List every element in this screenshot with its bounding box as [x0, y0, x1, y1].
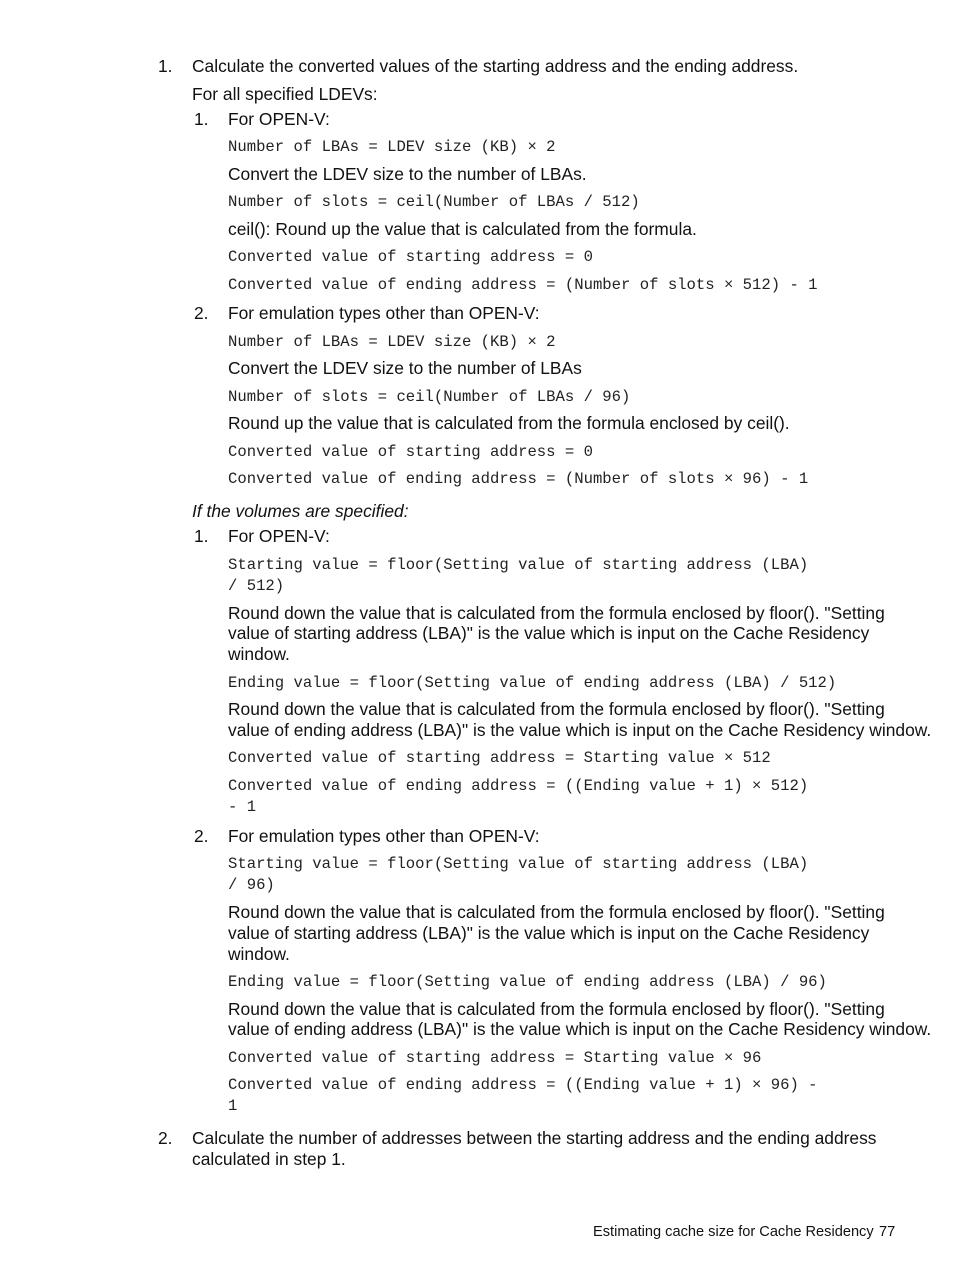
substep-number: 2. — [194, 303, 209, 323]
formula: Converted value of starting address = Starting value × 512 — [228, 749, 771, 767]
formula-description: Round down the value that is calculated from the formula enclosed by floor(). "Setting — [228, 603, 885, 623]
formula-description: ceil(): Round up the value that is calculated from the formula. — [228, 219, 697, 239]
formula-description: window. — [228, 944, 290, 964]
formula-description: Round up the value that is calculated from the formula enclosed by ceil(). — [228, 413, 790, 433]
formula: Converted value of starting address = Starting value × 96 — [228, 1049, 762, 1067]
step-text: Calculate the number of addresses between the starting address and the ending address — [192, 1128, 877, 1148]
formula: Converted value of ending address = ((Ending value + 1) × 512) — [228, 777, 809, 795]
formula: Number of slots = ceil(Number of LBAs / 96) — [228, 388, 631, 406]
substep-number: 2. — [194, 826, 209, 846]
formula: - 1 — [228, 798, 257, 816]
formula: Converted value of ending address = ((Ending value + 1) × 96) - — [228, 1076, 818, 1094]
formula: Number of LBAs = LDEV size (KB) × 2 — [228, 333, 556, 351]
formula-description: value of ending address (LBA)" is the value which is input on the Cache Residency window. — [228, 1019, 932, 1039]
formula: Starting value = floor(Setting value of starting address (LBA) — [228, 855, 809, 873]
step-number: 2. — [158, 1128, 173, 1148]
formula: / 96) — [228, 876, 275, 894]
formula: Converted value of ending address = (Number of slots × 96) - 1 — [228, 470, 809, 488]
formula: Number of LBAs = LDEV size (KB) × 2 — [228, 138, 556, 156]
formula-description: Round down the value that is calculated from the formula enclosed by floor(). "Setting — [228, 999, 885, 1019]
formula-description: Convert the LDEV size to the number of LBAs — [228, 358, 582, 378]
step-text: calculated in step 1. — [192, 1149, 346, 1169]
formula: Ending value = floor(Setting value of ending address (LBA) / 96) — [228, 973, 827, 991]
formula: Converted value of starting address = 0 — [228, 443, 593, 461]
formula: Starting value = floor(Setting value of starting address (LBA) — [228, 556, 809, 574]
substep-label: For OPEN-V: — [228, 526, 330, 546]
ldevs-heading: For all specified LDEVs: — [192, 84, 378, 104]
volumes-heading: If the volumes are specified: — [192, 501, 409, 521]
substep-label: For emulation types other than OPEN-V: — [228, 303, 540, 323]
substep-label: For OPEN-V: — [228, 109, 330, 129]
substep-number: 1. — [194, 109, 209, 129]
footer-title: Estimating cache size for Cache Residency — [593, 1224, 874, 1240]
step-number: 1. — [158, 56, 173, 76]
formula-description: Convert the LDEV size to the number of LBAs. — [228, 164, 587, 184]
formula-description: value of starting address (LBA)" is the value which is input on the Cache Residency — [228, 623, 870, 643]
formula: / 512) — [228, 577, 285, 595]
formula: Number of slots = ceil(Number of LBAs / 512) — [228, 193, 640, 211]
page-number: 77 — [879, 1224, 896, 1240]
substep-label: For emulation types other than OPEN-V: — [228, 826, 540, 846]
formula-description: value of starting address (LBA)" is the value which is input on the Cache Residency — [228, 923, 870, 943]
step-text: Calculate the converted values of the starting address and the ending address. — [192, 56, 799, 76]
formula-description: Round down the value that is calculated from the formula enclosed by floor(). "Setting — [228, 902, 885, 922]
formula: Converted value of ending address = (Number of slots × 512) - 1 — [228, 276, 818, 294]
formula: Converted value of starting address = 0 — [228, 248, 593, 266]
formula: Ending value = floor(Setting value of ending address (LBA) / 512) — [228, 674, 837, 692]
formula: 1 — [228, 1097, 238, 1115]
formula-description: Round down the value that is calculated from the formula enclosed by floor(). "Setting — [228, 699, 885, 719]
formula-description: value of ending address (LBA)" is the value which is input on the Cache Residency window. — [228, 720, 932, 740]
substep-number: 1. — [194, 526, 209, 546]
formula-description: window. — [228, 644, 290, 664]
